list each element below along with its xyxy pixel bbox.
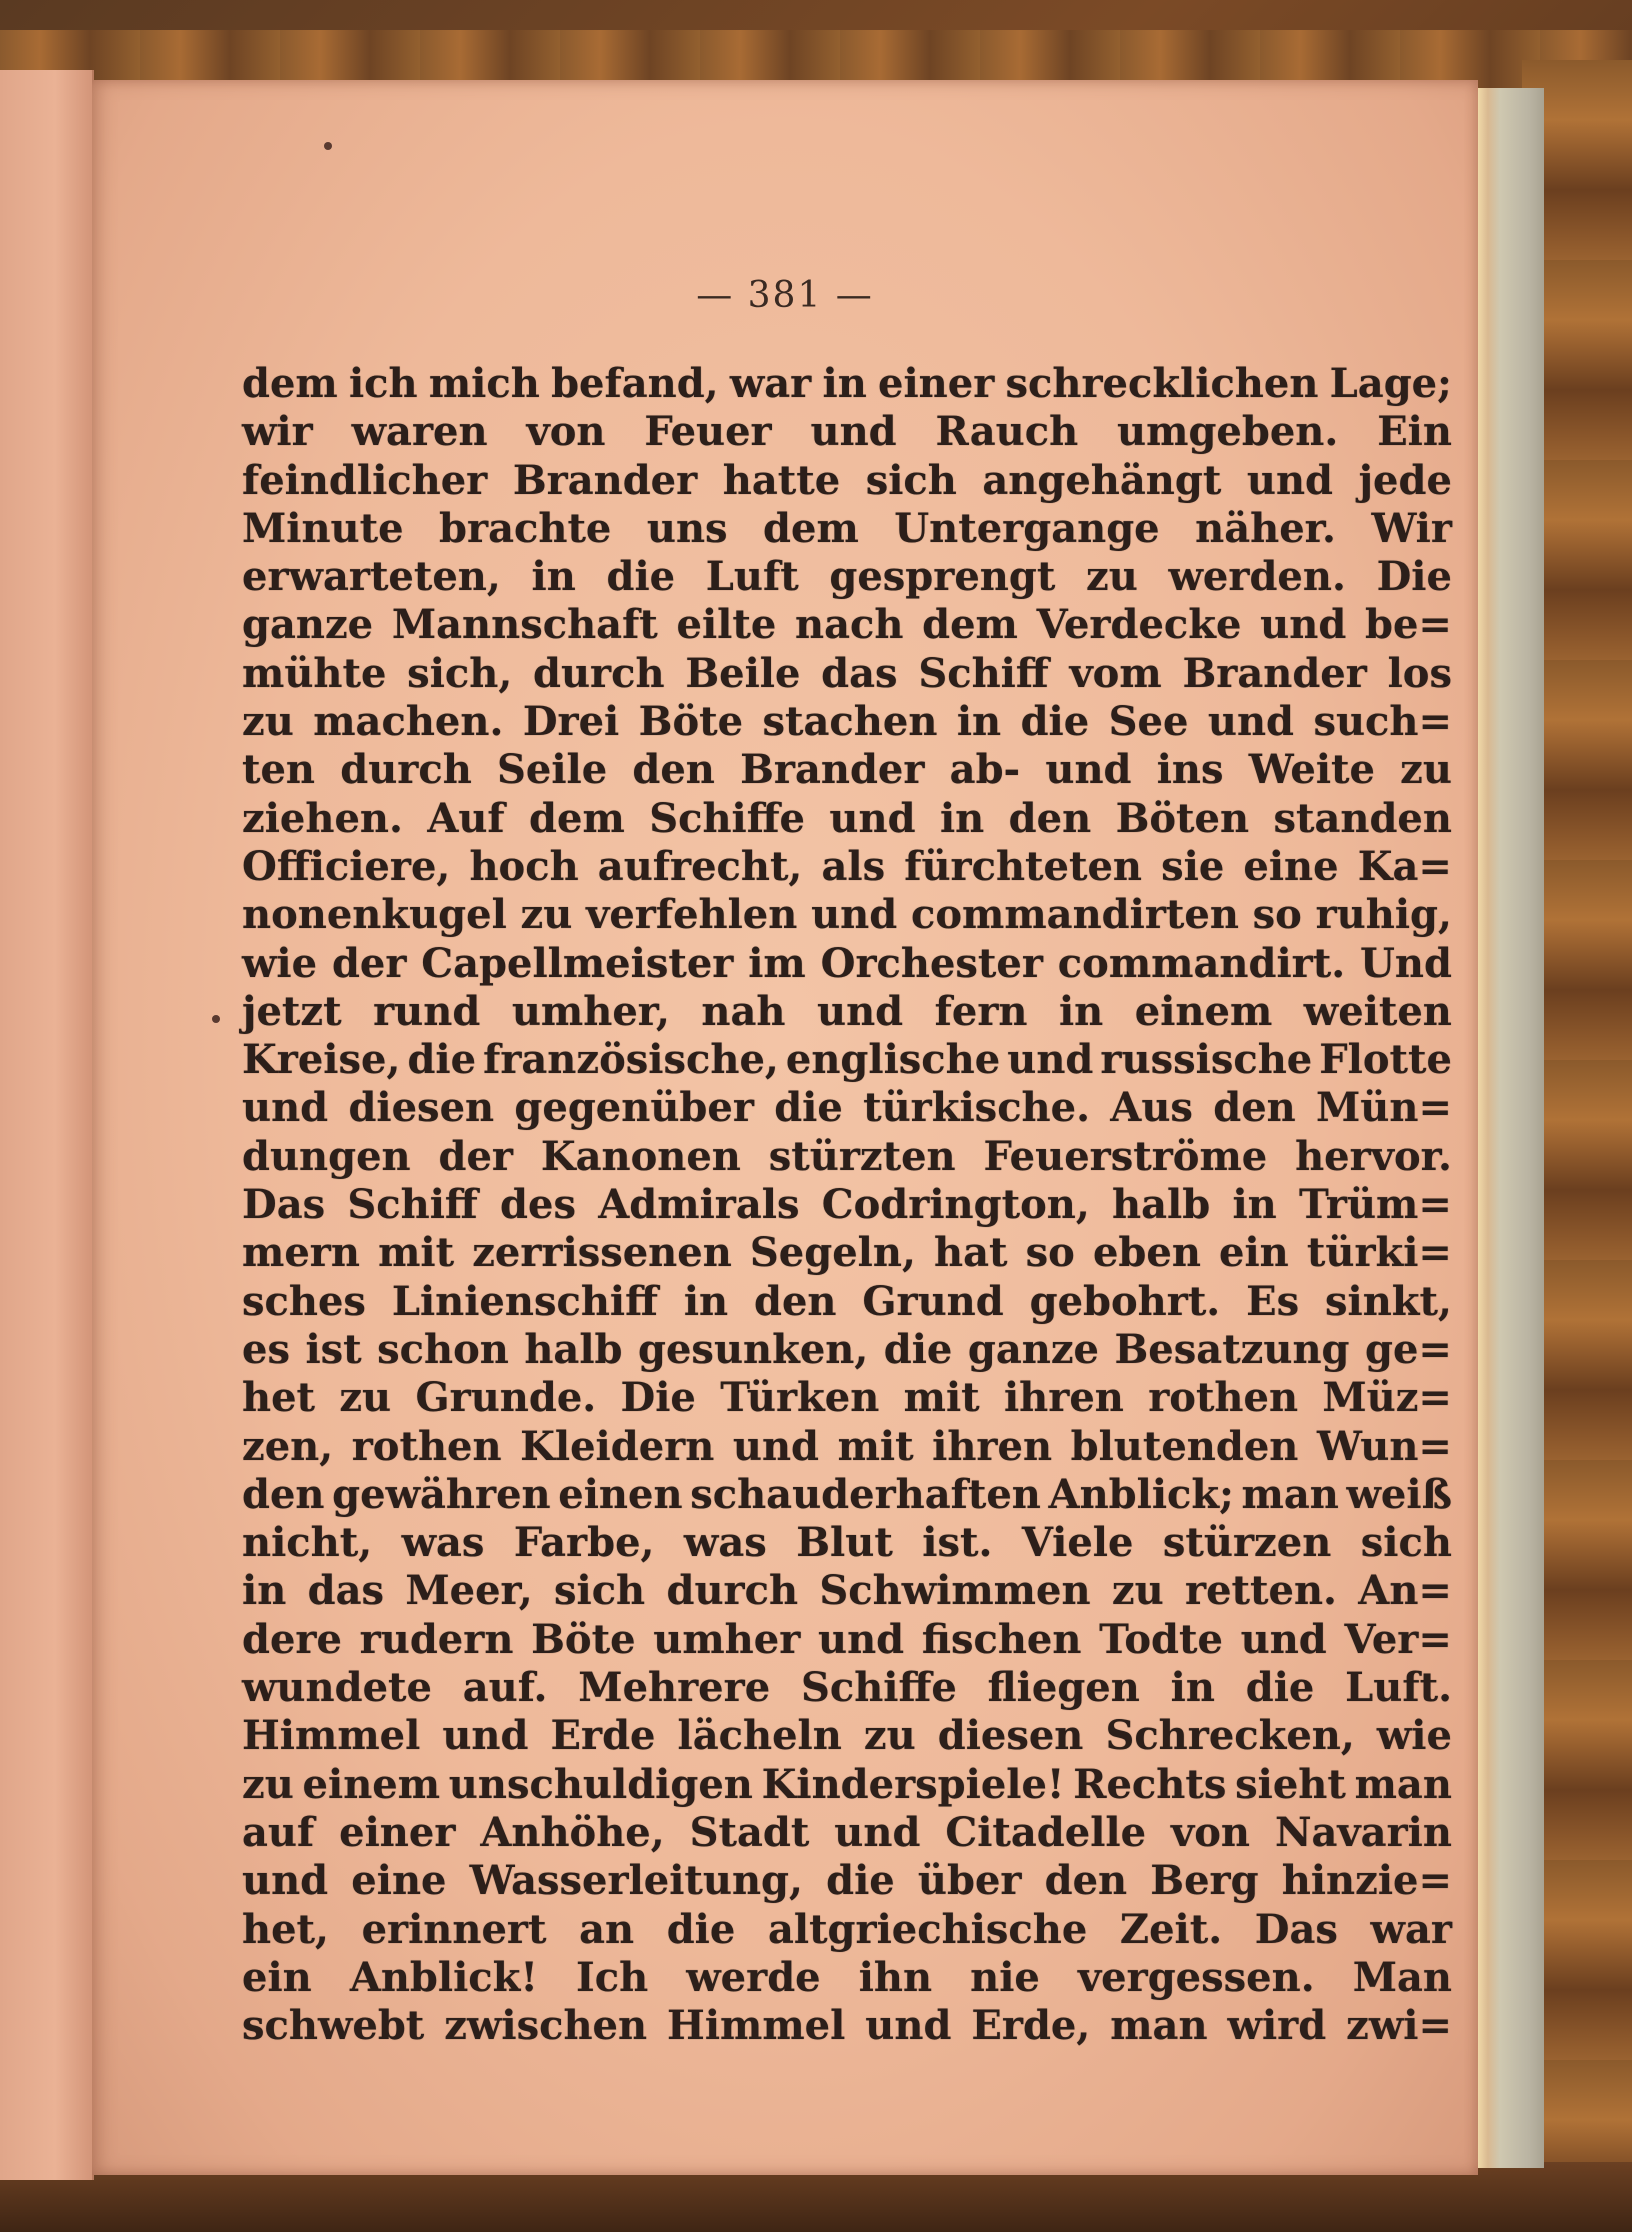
text-line: zu machen. Drei Böte stachen in die See und such=	[242, 698, 1452, 746]
text-line: es ist schon halb gesunken, die ganze Besatzung ge=	[242, 1325, 1452, 1373]
ink-speck	[212, 1015, 220, 1023]
body-text	[242, 360, 1452, 2050]
text-line: het, erinnert an die altgriechische Zeit. Das war	[242, 1905, 1452, 1953]
page-stack-edges	[1470, 88, 1544, 2168]
text-line: ein Anblick! Ich werde ihn nie vergessen. Man	[242, 1953, 1452, 2001]
text-line: ziehen. Auf dem Schiffe und in den Böten standen	[242, 794, 1452, 842]
text-line: wundete auf. Mehrere Schiffe fliegen in die Luft.	[242, 1664, 1452, 1712]
text-line: dungen der Kanonen stürzten Feuerströme hervor.	[242, 1132, 1452, 1180]
text-line: sches Linienschiff in den Grund gebohrt. Es sinkt,	[242, 1277, 1452, 1325]
text-line: dere rudern Böte umher und fischen Todte und Ver=	[242, 1615, 1452, 1663]
text-line: wir waren von Feuer und Rauch umgeben. Ein	[242, 408, 1452, 456]
text-line: het zu Grunde. Die Türken mit ihren rothen Müz=	[242, 1374, 1452, 1422]
text-line: jetzt rund umher, nah und fern in einem weiten	[242, 987, 1452, 1035]
text-line: Minute brachte uns dem Untergange näher. Wir	[242, 504, 1452, 552]
text-line: mern mit zerrissenen Segeln, hat so eben ein türki=	[242, 1229, 1452, 1277]
ink-speck	[324, 142, 332, 150]
facing-page-edge	[0, 70, 94, 2180]
book-page	[92, 80, 1478, 2175]
text-line: und eine Wasserleitung, die über den Berg hinzie=	[242, 1857, 1452, 1905]
text-line: schwebt zwischen Himmel und Erde, man wird zwi=	[242, 2002, 1452, 2050]
text-line: nonenkugel zu verfehlen und commandirten so ruhig,	[242, 891, 1452, 939]
text-line: feindlicher Brander hatte sich angehängt und jede	[242, 456, 1452, 504]
text-line: den gewähren einen schauderhaften Anblick; man weiß	[242, 1470, 1452, 1518]
text-line: Kreise, die französische, englische und russische Flotte	[242, 1036, 1452, 1084]
text-line: Das Schiff des Admirals Codrington, halb in Trüm=	[242, 1181, 1452, 1229]
text-line: ganze Mannschaft eilte nach dem Verdecke und be=	[242, 601, 1452, 649]
text-line: auf einer Anhöhe, Stadt und Citadelle von Navarin	[242, 1808, 1452, 1856]
text-line: erwarteten, in die Luft gesprengt zu werden. Die	[242, 553, 1452, 601]
text-line: und diesen gegenüber die türkische. Aus den Mün=	[242, 1084, 1452, 1132]
text-line: ten durch Seile den Brander ab- und ins Weite zu	[242, 746, 1452, 794]
text-line: wie der Capellmeister im Orchester commandirt. Und	[242, 939, 1452, 987]
text-line: Himmel und Erde lächeln zu diesen Schrecken, wie	[242, 1712, 1452, 1760]
text-line: nicht, was Farbe, was Blut ist. Viele stürzen sich	[242, 1519, 1452, 1567]
page-number: — 381 —	[696, 275, 874, 316]
text-line: in das Meer, sich durch Schwimmen zu retten. An=	[242, 1567, 1452, 1615]
text-line: dem ich mich befand, war in einer schrecklichen Lage;	[242, 360, 1452, 407]
text-line: zu einem unschuldigen Kinderspiele! Rechts sieht man	[242, 1760, 1452, 1808]
text-line: zen, rothen Kleidern und mit ihren blutenden Wun=	[242, 1422, 1452, 1470]
text-line: mühte sich, durch Beile das Schiff vom Brander los	[242, 649, 1452, 697]
text-line: Officiere, hoch aufrecht, als fürchteten sie eine Ka=	[242, 842, 1452, 890]
